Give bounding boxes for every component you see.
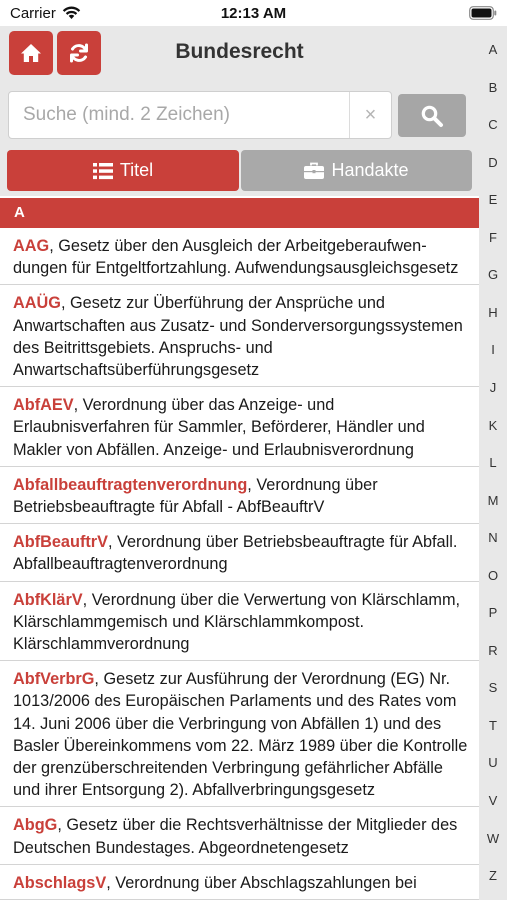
index-letter-k[interactable]: K [488, 417, 498, 433]
entry-title: , Gesetz über die Rechtsverhältnisse der Mitglieder des Deutschen Bundestages. Abgeordnetengesetz [13, 816, 458, 857]
clock: 12:13 AM [220, 5, 287, 22]
entry-abbreviation: AbgG [13, 816, 58, 835]
list-item[interactable] [0, 228, 479, 285]
list-item[interactable] [0, 387, 479, 467]
entry-title: , Verordnung über die Verwertung von Klärschlamm, Klärschlammgemisch und Klärschlammkompost. Klärschlammverordnung [13, 590, 461, 654]
entry-title: , Verordnung über das Anzeige- und Erlaubnisverfahren für Sammler, Beförderer, Händler und Makler von Abfällen. Anzeige- und Erlaubnisverordnung [13, 396, 425, 459]
index-letter-g[interactable]: G [487, 267, 499, 283]
entry-abbreviation: AbschlagsV [13, 873, 107, 892]
entry-title: , Verordnung über Betriebsbeauftragte für Abfall - AbfBeauftrV [13, 475, 378, 517]
entry-title: , Gesetz über den Ausgleich der Arbeitgeberaufwendungen für Entgeltfortzahlung. Aufwendungsausgleichsgesetz [13, 237, 459, 278]
index-letter-b[interactable]: B [488, 79, 498, 95]
list-item[interactable] [0, 865, 479, 900]
clear-search-button[interactable]: × [349, 92, 391, 138]
index-letter-p[interactable]: P [488, 605, 498, 621]
main-content [0, 26, 479, 900]
index-letter-o[interactable]: O [487, 567, 499, 583]
index-letter-h[interactable]: H [488, 304, 498, 320]
tab-titel-label: Titel [119, 160, 154, 180]
entry-title: , Verordnung über Betriebsbeauftragte für Abfall. Abfallbeauftragtenverordnung [13, 533, 458, 574]
entry-abbreviation: Abfallbeauftragtenverordnung [13, 475, 248, 494]
entry-title: , Gesetz zur Ausführung der Verordnung (EG) Nr. 1013/2006 des Europäischen Parlaments und des Rates vom 14. Juni 2006 über die Verbringung von Abfällen 1) und des Basler Übereinkommens vom 22. März 1989 über die Kontrolle der grenzüberschreitenden Verbringung gefährlicher Abfälle und ihrer Entsorgung 2). Abfallverbringungsgesetz [13, 670, 468, 800]
list-item[interactable] [0, 524, 479, 581]
entry-abbreviation: AbfBeauftrV [13, 533, 108, 552]
index-letter-t[interactable]: T [489, 717, 497, 733]
index-letter-w[interactable]: W [486, 830, 500, 846]
entry-abbreviation: AAG [13, 237, 50, 255]
home-button[interactable] [9, 31, 53, 75]
index-letter-e[interactable]: E [488, 192, 498, 208]
entry-abbreviation: AbfAEV [13, 396, 74, 415]
law-list [0, 198, 479, 900]
battery-icon [469, 6, 497, 20]
index-letter-s[interactable]: S [488, 680, 498, 696]
entry-abbreviation: AAÜG [13, 294, 61, 313]
index-letter-a[interactable]: A [488, 42, 498, 57]
list-item[interactable] [0, 582, 479, 662]
entry-title: , Verordnung über Abschlagszahlungen bei [106, 873, 417, 892]
list-item[interactable] [0, 467, 479, 524]
index-letter-r[interactable]: R [488, 642, 498, 658]
entry-abbreviation: AbfKlärV [13, 590, 83, 609]
refresh-icon [67, 41, 91, 65]
magnifier-icon [420, 104, 444, 128]
index-letter-z[interactable]: Z [489, 868, 497, 884]
list-item[interactable] [0, 661, 479, 807]
home-icon [19, 41, 43, 65]
status-bar [0, 0, 507, 26]
search-input[interactable] [15, 92, 347, 138]
tab-bar [0, 148, 479, 196]
search-bar [0, 80, 479, 148]
index-letter-j[interactable]: J [489, 379, 497, 395]
index-letter-f[interactable]: F [489, 229, 497, 245]
entry-abbreviation: AbfVerbrG [13, 670, 95, 689]
index-letter-d[interactable]: D [488, 154, 498, 170]
header-bar [0, 26, 479, 80]
entry-title: , Gesetz zur Überführung der Ansprüche und Anwartschaften aus Zusatz- und Sonderversorgungssystemen des Beitrittsgebiets. Anspruchs- und Anwartschaftsüberführungsgesetz [13, 294, 463, 380]
index-letter-n[interactable]: N [488, 530, 498, 546]
tab-handakte-label: Handakte [331, 160, 409, 180]
index-letter-u[interactable]: U [488, 755, 498, 771]
search-button[interactable] [398, 94, 466, 137]
alphabet-index [479, 26, 507, 900]
search-box [8, 91, 392, 139]
section-header: A [0, 198, 479, 228]
refresh-button[interactable] [57, 31, 101, 75]
index-letter-c[interactable]: C [488, 117, 498, 133]
list-item[interactable] [0, 285, 479, 387]
list-item[interactable] [0, 807, 479, 864]
carrier-label: Carrier [10, 5, 56, 22]
tab-handakte[interactable] [241, 150, 472, 191]
index-letter-l[interactable]: L [489, 455, 497, 471]
list-icon [93, 162, 113, 180]
tab-titel[interactable] [7, 150, 239, 191]
index-letter-m[interactable]: M [487, 492, 499, 508]
index-letter-v[interactable]: V [488, 793, 498, 808]
page-title: Bundesrecht [175, 40, 304, 63]
index-letter-i[interactable]: I [491, 342, 495, 358]
briefcase-icon [304, 162, 324, 180]
